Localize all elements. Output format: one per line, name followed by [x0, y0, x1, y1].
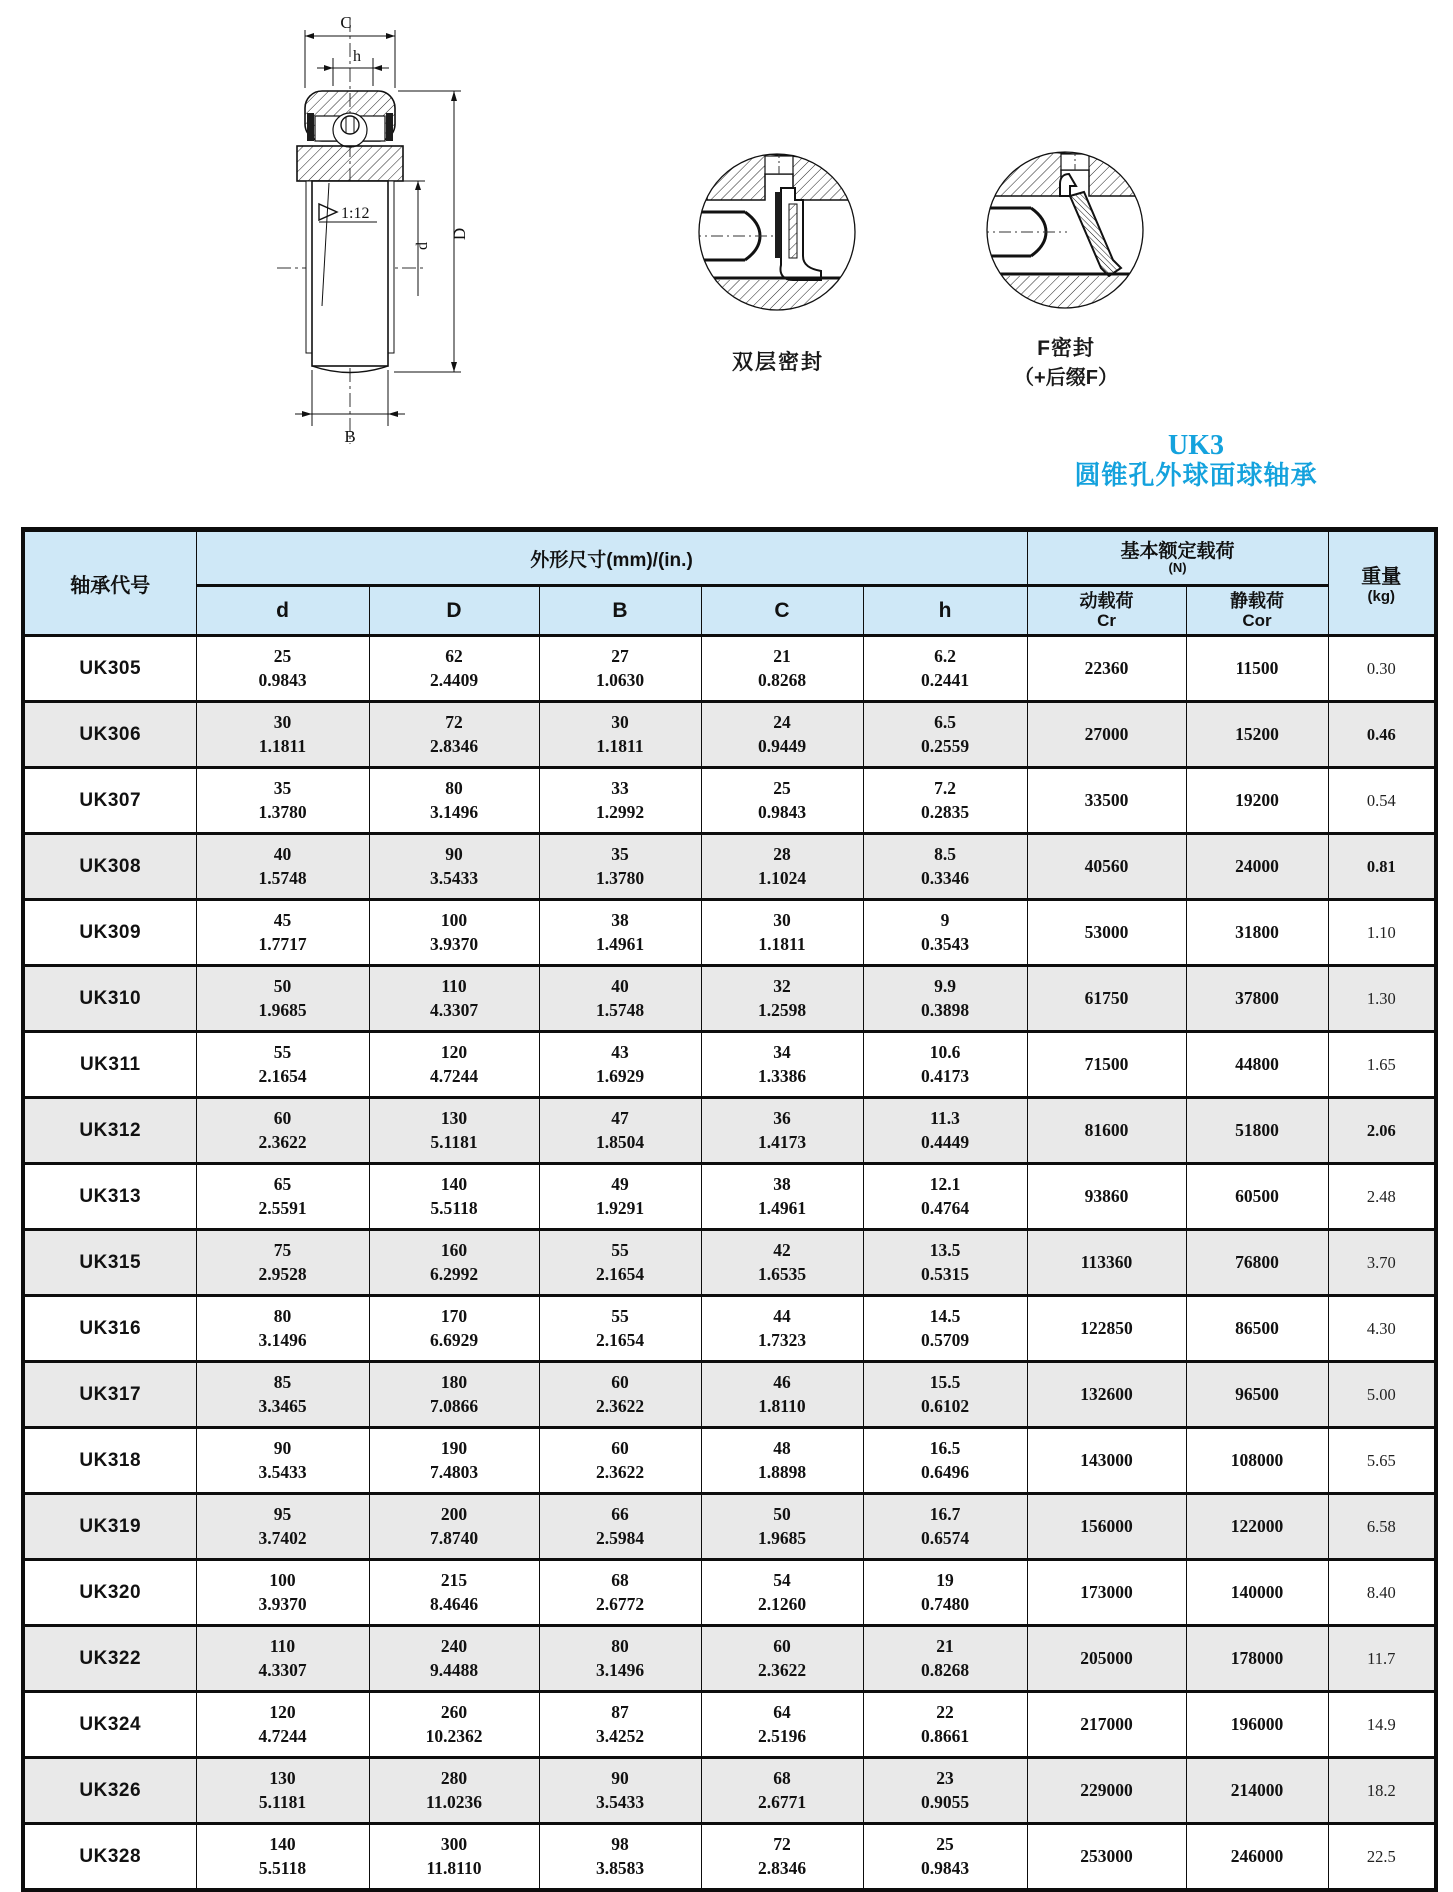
dim-cell: 95 3.7402: [196, 1494, 369, 1560]
weight-cell: 0.30: [1328, 636, 1436, 702]
bearing-code-cell: UK322: [23, 1626, 196, 1692]
dim-cell: 23 0.9055: [863, 1758, 1027, 1824]
dim-cell: 215 8.4646: [369, 1560, 539, 1626]
weight-cell: 4.30: [1328, 1296, 1436, 1362]
static-load-cell: 51800: [1186, 1098, 1328, 1164]
static-load-cell: 24000: [1186, 834, 1328, 900]
dim-cell: 40 1.5748: [539, 966, 701, 1032]
dynamic-load-cell: 71500: [1027, 1032, 1186, 1098]
dim-label-h: h: [353, 48, 361, 65]
header-dynamic-load-label: 动载荷: [1079, 591, 1134, 612]
dynamic-load-cell: 253000: [1027, 1824, 1186, 1891]
taper-label: 1:12: [341, 205, 370, 222]
series-name: 圆锥孔外球面球轴承: [1074, 460, 1318, 491]
header-col-cor: [1186, 586, 1328, 636]
seal-detail-double-drawing: [693, 148, 861, 316]
dim-cell: 14.5 0.5709: [863, 1296, 1027, 1362]
bearing-code-cell: UK307: [23, 768, 196, 834]
detail2-caption-line1: F密封: [1037, 337, 1095, 360]
dynamic-load-cell: 205000: [1027, 1626, 1186, 1692]
header-static-load-label: 静载荷: [1230, 591, 1285, 612]
dim-cell: 80 3.1496: [539, 1626, 701, 1692]
weight-cell: 1.30: [1328, 966, 1436, 1032]
dim-cell: 170 6.6929: [369, 1296, 539, 1362]
dim-cell: 6.2 0.2441: [863, 636, 1027, 702]
weight-cell: 0.46: [1328, 702, 1436, 768]
weight-cell: 11.7: [1328, 1626, 1436, 1692]
dim-cell: 240 9.4488: [369, 1626, 539, 1692]
dynamic-load-cell: 143000: [1027, 1428, 1186, 1494]
dynamic-load-cell: 61750: [1027, 966, 1186, 1032]
static-load-cell: 246000: [1186, 1824, 1328, 1891]
static-load-cell: 44800: [1186, 1032, 1328, 1098]
dim-cell: 7.2 0.2835: [863, 768, 1027, 834]
dim-cell: 35 1.3780: [539, 834, 701, 900]
bearing-code-cell: UK318: [23, 1428, 196, 1494]
bearing-code-cell: UK316: [23, 1296, 196, 1362]
dim-cell: 140 5.5118: [369, 1164, 539, 1230]
table-row: [23, 834, 1436, 900]
static-load-cell: 86500: [1186, 1296, 1328, 1362]
header-weight: [1328, 530, 1436, 636]
dim-cell: 9 0.3543: [863, 900, 1027, 966]
static-load-cell: 196000: [1186, 1692, 1328, 1758]
f-seal-profile: [1060, 174, 1076, 196]
header-dimensions-group: 外形尺寸(mm)/(in.): [196, 530, 1027, 586]
table-row: [23, 1824, 1436, 1891]
dim-cell: 21 0.8268: [863, 1626, 1027, 1692]
static-load-cell: 15200: [1186, 702, 1328, 768]
static-load-cell: 140000: [1186, 1560, 1328, 1626]
header-load-title: 基本额定载荷: [1120, 540, 1235, 562]
dim-cell: 190 7.4803: [369, 1428, 539, 1494]
dim-cell: 60 2.3622: [539, 1362, 701, 1428]
dim-cell: 140 5.5118: [196, 1824, 369, 1891]
detail2-caption-line2: （+后缀F）: [1014, 367, 1118, 389]
dim-cell: 21 0.8268: [701, 636, 863, 702]
dynamic-load-cell: 113360: [1027, 1230, 1186, 1296]
bearing-code-cell: UK324: [23, 1692, 196, 1758]
set-screw-icon: [341, 116, 359, 134]
dynamic-load-cell: 173000: [1027, 1560, 1186, 1626]
weight-cell: 6.58: [1328, 1494, 1436, 1560]
dim-cell: 46 1.8110: [701, 1362, 863, 1428]
dim-cell: 75 2.9528: [196, 1230, 369, 1296]
header-col-cr: [1027, 586, 1186, 636]
bearing-code-cell: UK306: [23, 702, 196, 768]
table-row: [23, 1428, 1436, 1494]
static-load-cell: 31800: [1186, 900, 1328, 966]
dim-cell: 47 1.8504: [539, 1098, 701, 1164]
double-seal-profile: [781, 188, 822, 280]
dynamic-load-cell: 122850: [1027, 1296, 1186, 1362]
dim-label-B: B: [344, 427, 356, 446]
dim-cell: 80 3.1496: [196, 1296, 369, 1362]
table-header: [23, 530, 1436, 636]
detail1-caption: 双层密封: [732, 351, 824, 374]
static-load-cell: 76800: [1186, 1230, 1328, 1296]
bearing-code-cell: UK312: [23, 1098, 196, 1164]
dim-cell: 28 1.1024: [701, 834, 863, 900]
dim-cell: 32 1.2598: [701, 966, 863, 1032]
header-weight-unit: (kg): [1367, 588, 1396, 606]
weight-cell: 2.06: [1328, 1098, 1436, 1164]
bearing-cross-section-drawing: [255, 6, 505, 451]
dim-cell: 49 1.9291: [539, 1164, 701, 1230]
table-row: [23, 1032, 1436, 1098]
header-weight-title: 重量: [1361, 566, 1402, 589]
static-load-cell: 214000: [1186, 1758, 1328, 1824]
series-code: UK3: [1168, 430, 1224, 461]
dim-cell: 60 2.3622: [196, 1098, 369, 1164]
dynamic-load-cell: 27000: [1027, 702, 1186, 768]
static-load-cell: 11500: [1186, 636, 1328, 702]
dynamic-load-cell: 22360: [1027, 636, 1186, 702]
header-col-h: h: [863, 586, 1027, 636]
dim-cell: 110 4.3307: [369, 966, 539, 1032]
dim-cell: 38 1.4961: [701, 1164, 863, 1230]
dim-cell: 100 3.9370: [196, 1560, 369, 1626]
table-row: [23, 1692, 1436, 1758]
table-row: [23, 636, 1436, 702]
dim-cell: 120 4.7244: [196, 1692, 369, 1758]
bearing-code-cell: UK309: [23, 900, 196, 966]
weight-cell: 8.40: [1328, 1560, 1436, 1626]
dim-cell: 25 0.9843: [196, 636, 369, 702]
dynamic-load-cell: 81600: [1027, 1098, 1186, 1164]
dynamic-load-cell: 229000: [1027, 1758, 1186, 1824]
table-row: [23, 768, 1436, 834]
dim-cell: 200 7.8740: [369, 1494, 539, 1560]
header-cr-label: Cr: [1097, 610, 1116, 630]
dim-cell: 50 1.9685: [701, 1494, 863, 1560]
dim-cell: 66 2.5984: [539, 1494, 701, 1560]
dynamic-load-cell: 93860: [1027, 1164, 1186, 1230]
dim-cell: 280 11.0236: [369, 1758, 539, 1824]
dim-cell: 180 7.0866: [369, 1362, 539, 1428]
dim-cell: 6.5 0.2559: [863, 702, 1027, 768]
dim-cell: 300 11.8110: [369, 1824, 539, 1891]
static-load-cell: 122000: [1186, 1494, 1328, 1560]
dim-cell: 72 2.8346: [701, 1824, 863, 1891]
dim-cell: 24 0.9449: [701, 702, 863, 768]
dim-cell: 110 4.3307: [196, 1626, 369, 1692]
adapter-collar: [297, 146, 403, 181]
dim-cell: 42 1.6535: [701, 1230, 863, 1296]
header-load-unit: (N): [1168, 560, 1187, 576]
dim-cell: 30 1.1811: [539, 702, 701, 768]
bearing-code-cell: UK308: [23, 834, 196, 900]
dim-cell: 11.3 0.4449: [863, 1098, 1027, 1164]
dim-cell: 8.5 0.3346: [863, 834, 1027, 900]
dim-cell: 10.6 0.4173: [863, 1032, 1027, 1098]
dim-cell: 98 3.8583: [539, 1824, 701, 1891]
dim-cell: 19 0.7480: [863, 1560, 1027, 1626]
dim-cell: 68 2.6771: [701, 1758, 863, 1824]
table-row: [23, 966, 1436, 1032]
dim-cell: 60 2.3622: [539, 1428, 701, 1494]
series-title: [1050, 430, 1342, 490]
table-row: [23, 1626, 1436, 1692]
dim-cell: 160 6.2992: [369, 1230, 539, 1296]
dim-cell: 60 2.3622: [701, 1626, 863, 1692]
dim-cell: 120 4.7244: [369, 1032, 539, 1098]
right-seal: [386, 113, 393, 141]
dim-cell: 38 1.4961: [539, 900, 701, 966]
dim-cell: 13.5 0.5315: [863, 1230, 1027, 1296]
dynamic-load-cell: 53000: [1027, 900, 1186, 966]
header-col-C: C: [701, 586, 863, 636]
dim-label-D: D: [450, 227, 469, 241]
dim-cell: 62 2.4409: [369, 636, 539, 702]
f-seal-band: [1070, 192, 1121, 276]
weight-cell: 1.10: [1328, 900, 1436, 966]
dim-cell: 12.1 0.4764: [863, 1164, 1027, 1230]
header-col-d: d: [196, 586, 369, 636]
static-load-cell: 19200: [1186, 768, 1328, 834]
header-col-B: B: [539, 586, 701, 636]
table-row: [23, 900, 1436, 966]
bearing-code-cell: UK310: [23, 966, 196, 1032]
table-row: [23, 1230, 1436, 1296]
dim-cell: 43 1.6929: [539, 1032, 701, 1098]
weight-cell: 22.5: [1328, 1824, 1436, 1891]
bearing-code-cell: UK313: [23, 1164, 196, 1230]
table-row: [23, 1494, 1436, 1560]
table-row: [23, 1758, 1436, 1824]
bearing-code-cell: UK315: [23, 1230, 196, 1296]
header-cor-label: Cor: [1242, 610, 1272, 630]
dim-cell: 87 3.4252: [539, 1692, 701, 1758]
static-load-cell: 60500: [1186, 1164, 1328, 1230]
dim-label-c: C: [340, 13, 352, 32]
bearing-code-cell: UK305: [23, 636, 196, 702]
static-load-cell: 96500: [1186, 1362, 1328, 1428]
dim-cell: 54 2.1260: [701, 1560, 863, 1626]
dynamic-load-cell: 40560: [1027, 834, 1186, 900]
bearing-code-cell: UK311: [23, 1032, 196, 1098]
dim-cell: 45 1.7717: [196, 900, 369, 966]
seal-detail-f-drawing: [981, 146, 1149, 314]
dim-cell: 30 1.1811: [196, 702, 369, 768]
table-row: [23, 1560, 1436, 1626]
dim-cell: 35 1.3780: [196, 768, 369, 834]
dim-cell: 34 1.3386: [701, 1032, 863, 1098]
dim-cell: 85 3.3465: [196, 1362, 369, 1428]
dim-cell: 55 2.1654: [539, 1230, 701, 1296]
table-row: [23, 702, 1436, 768]
table-row: [23, 1098, 1436, 1164]
bearing-code-cell: UK326: [23, 1758, 196, 1824]
dim-cell: 25 0.9843: [863, 1824, 1027, 1891]
header-bearing-code: 轴承代号: [23, 530, 196, 636]
static-load-cell: 178000: [1186, 1626, 1328, 1692]
table-row: [23, 1296, 1436, 1362]
dim-cell: 55 2.1654: [539, 1296, 701, 1362]
weight-cell: 2.48: [1328, 1164, 1436, 1230]
weight-cell: 5.00: [1328, 1362, 1436, 1428]
table-row: [23, 1164, 1436, 1230]
dim-cell: 68 2.6772: [539, 1560, 701, 1626]
dynamic-load-cell: 132600: [1027, 1362, 1186, 1428]
dim-cell: 22 0.8661: [863, 1692, 1027, 1758]
dim-cell: 130 5.1181: [196, 1758, 369, 1824]
dim-cell: 48 1.8898: [701, 1428, 863, 1494]
weight-cell: 1.65: [1328, 1032, 1436, 1098]
dim-cell: 90 3.5433: [369, 834, 539, 900]
dim-cell: 64 2.5196: [701, 1692, 863, 1758]
dim-cell: 30 1.1811: [701, 900, 863, 966]
dim-cell: 90 3.5433: [539, 1758, 701, 1824]
dim-cell: 80 3.1496: [369, 768, 539, 834]
weight-cell: 0.54: [1328, 768, 1436, 834]
dim-cell: 50 1.9685: [196, 966, 369, 1032]
dim-cell: 16.7 0.6574: [863, 1494, 1027, 1560]
dim-cell: 25 0.9843: [701, 768, 863, 834]
dynamic-load-cell: 156000: [1027, 1494, 1186, 1560]
table-row: [23, 1362, 1436, 1428]
header-load-group: [1027, 530, 1328, 586]
bearing-code-cell: UK328: [23, 1824, 196, 1891]
weight-cell: 18.2: [1328, 1758, 1436, 1824]
dim-cell: 33 1.2992: [539, 768, 701, 834]
bearing-code-cell: UK317: [23, 1362, 196, 1428]
dim-cell: 44 1.7323: [701, 1296, 863, 1362]
left-seal: [307, 113, 314, 141]
dim-cell: 72 2.8346: [369, 702, 539, 768]
static-load-cell: 37800: [1186, 966, 1328, 1032]
static-load-cell: 108000: [1186, 1428, 1328, 1494]
dim-cell: 90 3.5433: [196, 1428, 369, 1494]
dim-label-d: d: [414, 242, 431, 250]
dim-cell: 100 3.9370: [369, 900, 539, 966]
dim-cell: 15.5 0.6102: [863, 1362, 1027, 1428]
weight-cell: 14.9: [1328, 1692, 1436, 1758]
bearing-spec-table: [21, 527, 1438, 1892]
dim-cell: 27 1.0630: [539, 636, 701, 702]
dim-cell: 40 1.5748: [196, 834, 369, 900]
weight-cell: 3.70: [1328, 1230, 1436, 1296]
dim-cell: 36 1.4173: [701, 1098, 863, 1164]
weight-cell: 5.65: [1328, 1428, 1436, 1494]
weight-cell: 0.81: [1328, 834, 1436, 900]
dynamic-load-cell: 33500: [1027, 768, 1186, 834]
table-body: [23, 636, 1436, 1891]
dim-cell: 130 5.1181: [369, 1098, 539, 1164]
dim-cell: 9.9 0.3898: [863, 966, 1027, 1032]
bearing-code-cell: UK320: [23, 1560, 196, 1626]
header-col-D: D: [369, 586, 539, 636]
dynamic-load-cell: 217000: [1027, 1692, 1186, 1758]
dim-cell: 55 2.1654: [196, 1032, 369, 1098]
dim-cell: 260 10.2362: [369, 1692, 539, 1758]
dim-cell: 65 2.5591: [196, 1164, 369, 1230]
dim-cell: 16.5 0.6496: [863, 1428, 1027, 1494]
bearing-code-cell: UK319: [23, 1494, 196, 1560]
